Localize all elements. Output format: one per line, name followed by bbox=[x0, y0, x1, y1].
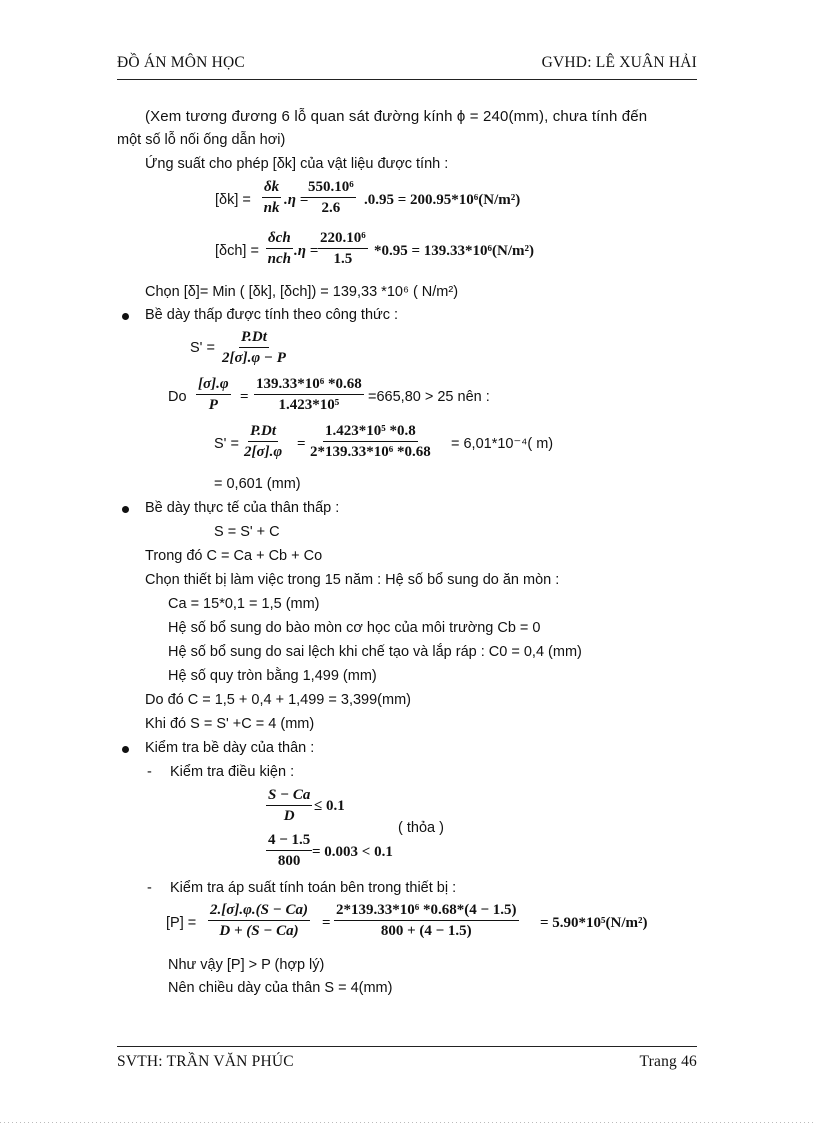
eq-p-frac1 bbox=[208, 903, 310, 939]
eq-dch-den2: 1.5 bbox=[333, 251, 353, 267]
eq-s2-lhs: S' = bbox=[214, 436, 239, 452]
eq-do-num1: [σ].φ bbox=[196, 377, 231, 395]
eq-s2-frac1 bbox=[244, 424, 282, 460]
footer-left: SVTH: TRẦN VĂN PHÚC bbox=[117, 1053, 294, 1070]
eq-dch-num2: 220.10⁶ bbox=[318, 231, 368, 249]
eq-sp-frac bbox=[222, 330, 286, 366]
eq-s2-frac2 bbox=[310, 424, 431, 460]
do-do-c: Do đó C = 1,5 + 0,4 + 1,499 = 3,399(mm) bbox=[145, 692, 411, 708]
eq-k2-num: 4 − 1.5 bbox=[266, 833, 312, 851]
eq-p-num2: 2*139.33*10⁶ *0.68*(4 − 1.5) bbox=[334, 903, 519, 921]
eq-s2-eq: = bbox=[297, 436, 306, 452]
eq-dch-frac1 bbox=[266, 231, 293, 267]
bullet-1-text: Bề dày thấp được tính theo công thức : bbox=[145, 307, 399, 323]
eq-p-rest: = 5.90*10⁵(N/m²) bbox=[540, 915, 648, 931]
dash-1: - bbox=[147, 764, 152, 780]
bullet-2 bbox=[122, 506, 129, 513]
chon-min: Chọn [δ]= Min ( [δk], [δch]) = 139,33 *10⁶ ( N/m²) bbox=[145, 284, 459, 300]
eq-do-result: =665,80 > 25 nên : bbox=[368, 389, 490, 405]
eq-do-den1: P bbox=[208, 397, 218, 413]
eq-dk-den1: nk bbox=[263, 200, 280, 216]
eq-k2-frac bbox=[266, 833, 312, 869]
eq-do-den2: 1.423*10⁵ bbox=[278, 397, 340, 413]
bullet-1 bbox=[122, 313, 129, 320]
eq-s2-result: = 6,01*10⁻⁴( m) bbox=[451, 436, 554, 452]
eq-dk-num1: δk bbox=[262, 180, 281, 198]
eq-dch-eta: .η = bbox=[294, 243, 319, 259]
c0-value: Hệ số bổ sung do sai lệch khi chế tạo và lắp ráp : C0 = 0,4 (mm) bbox=[168, 644, 582, 660]
eq-s2-num1: P.Dt bbox=[248, 424, 278, 442]
cb-value: Hệ số bổ sung do bào mòn cơ học của môi trường Cb = 0 bbox=[168, 620, 541, 636]
eq-dch-rest: *0.95 = 139.33*10⁶(N/m²) bbox=[374, 243, 535, 259]
paragraph-note-line2: một số lỗ nối ống dẫn hơi) bbox=[117, 132, 286, 148]
footer-right: Trang 46 bbox=[639, 1053, 697, 1070]
eq-dk-frac1 bbox=[262, 180, 281, 216]
eq-k1-num: S − Ca bbox=[266, 788, 312, 806]
eq-dk-lhs: [δk] = bbox=[215, 192, 251, 208]
eq-do-frac1 bbox=[196, 377, 231, 413]
eq-sp-den: 2[σ].φ − P bbox=[222, 350, 286, 366]
nhu-vay: Như vậy [P] > P (hợp lý) bbox=[168, 957, 325, 973]
eq-dk-num2: 550.10⁶ bbox=[306, 180, 356, 198]
dash-2-text: Kiểm tra áp suất tính toán bên trong thiết bị : bbox=[170, 880, 457, 896]
quy-tron: Hệ số quy tròn bằng 1,499 (mm) bbox=[168, 668, 377, 684]
eq-dch-lhs: [δch] = bbox=[215, 243, 259, 259]
eq-k2-rest: = 0.003 < 0.1 bbox=[312, 844, 393, 860]
khi-do-s: Khi đó S = S' +C = 4 (mm) bbox=[145, 716, 315, 732]
trong-do: Trong đó C = Ca + Cb + Co bbox=[145, 548, 323, 564]
stress-intro: Ứng suất cho phép [δk] của vật liệu được tính : bbox=[145, 156, 449, 172]
eq-s2-result-mm: = 0,601 (mm) bbox=[214, 476, 301, 492]
eq-sp-num: P.Dt bbox=[239, 330, 269, 348]
eq-do-num2: 139.33*10⁶ *0.68 bbox=[254, 377, 364, 395]
paragraph-note-line1: (Xem tương đương 6 lỗ quan sát đường kính ϕ = 240(mm), chưa tính đến bbox=[145, 108, 648, 125]
eq-s2-num2: 1.423*10⁵ *0.8 bbox=[323, 424, 418, 442]
eq-s2-den2: 2*139.33*10⁶ *0.68 bbox=[310, 444, 431, 460]
header-left: ĐỒ ÁN MÔN HỌC bbox=[117, 54, 245, 71]
eq-dk-rest: .0.95 = 200.95*10⁶(N/m²) bbox=[364, 192, 521, 208]
eq-s2-den1: 2[σ].φ bbox=[244, 444, 283, 460]
eq-dch-den1: nch bbox=[267, 251, 292, 267]
eq-p-den1: D + (S − Ca) bbox=[219, 923, 299, 939]
dash-1-text: Kiểm tra điều kiện : bbox=[170, 764, 295, 780]
eq-dk-den2: 2.6 bbox=[321, 200, 341, 216]
eq-k2-den: 800 bbox=[277, 853, 301, 869]
eq-dk-frac2 bbox=[306, 180, 356, 216]
bullet-2-text: Bề dày thực tế của thân thấp : bbox=[145, 500, 340, 516]
bullet-3-text: Kiểm tra bề dày của thân : bbox=[145, 740, 315, 756]
eq-do-eq: = bbox=[240, 389, 249, 405]
eq-p-num1: 2.[σ].φ.(S − Ca) bbox=[208, 903, 310, 921]
chon-thiet-bi: Chọn thiết bị làm việc trong 15 năm : Hệ số bổ sung do ăn mòn : bbox=[145, 572, 560, 588]
s-equation: S = S' + C bbox=[214, 524, 280, 540]
header-right: GVHD: LÊ XUÂN HẢI bbox=[541, 54, 697, 71]
bullet-3 bbox=[122, 746, 129, 753]
eq-dk-eta: .η = bbox=[284, 192, 309, 208]
ca-value: Ca = 15*0,1 = 1,5 (mm) bbox=[168, 596, 320, 612]
eq-do-label: Do bbox=[168, 389, 187, 405]
dash-2: - bbox=[147, 880, 152, 896]
eq-p-lhs: [P] = bbox=[166, 915, 197, 931]
eq-sp-lhs: S' = bbox=[190, 340, 215, 356]
eq-p-eq: = bbox=[322, 915, 331, 931]
eq-k1-frac bbox=[266, 788, 312, 824]
header-rule bbox=[117, 79, 697, 80]
eq-do-frac2 bbox=[254, 377, 364, 413]
nen-chieu-day: Nên chiều dày của thân S = 4(mm) bbox=[168, 980, 393, 996]
footer-rule bbox=[117, 1046, 697, 1047]
eq-p-den2: 800 + (4 − 1.5) bbox=[380, 923, 472, 939]
thoa-label: ( thỏa ) bbox=[398, 820, 444, 836]
eq-dch-num1: δch bbox=[266, 231, 293, 249]
eq-k1-rest: ≤ 0.1 bbox=[314, 798, 345, 814]
eq-dch-frac2 bbox=[318, 231, 368, 267]
eq-k1-den: D bbox=[283, 808, 295, 824]
eq-p-frac2 bbox=[334, 903, 519, 939]
